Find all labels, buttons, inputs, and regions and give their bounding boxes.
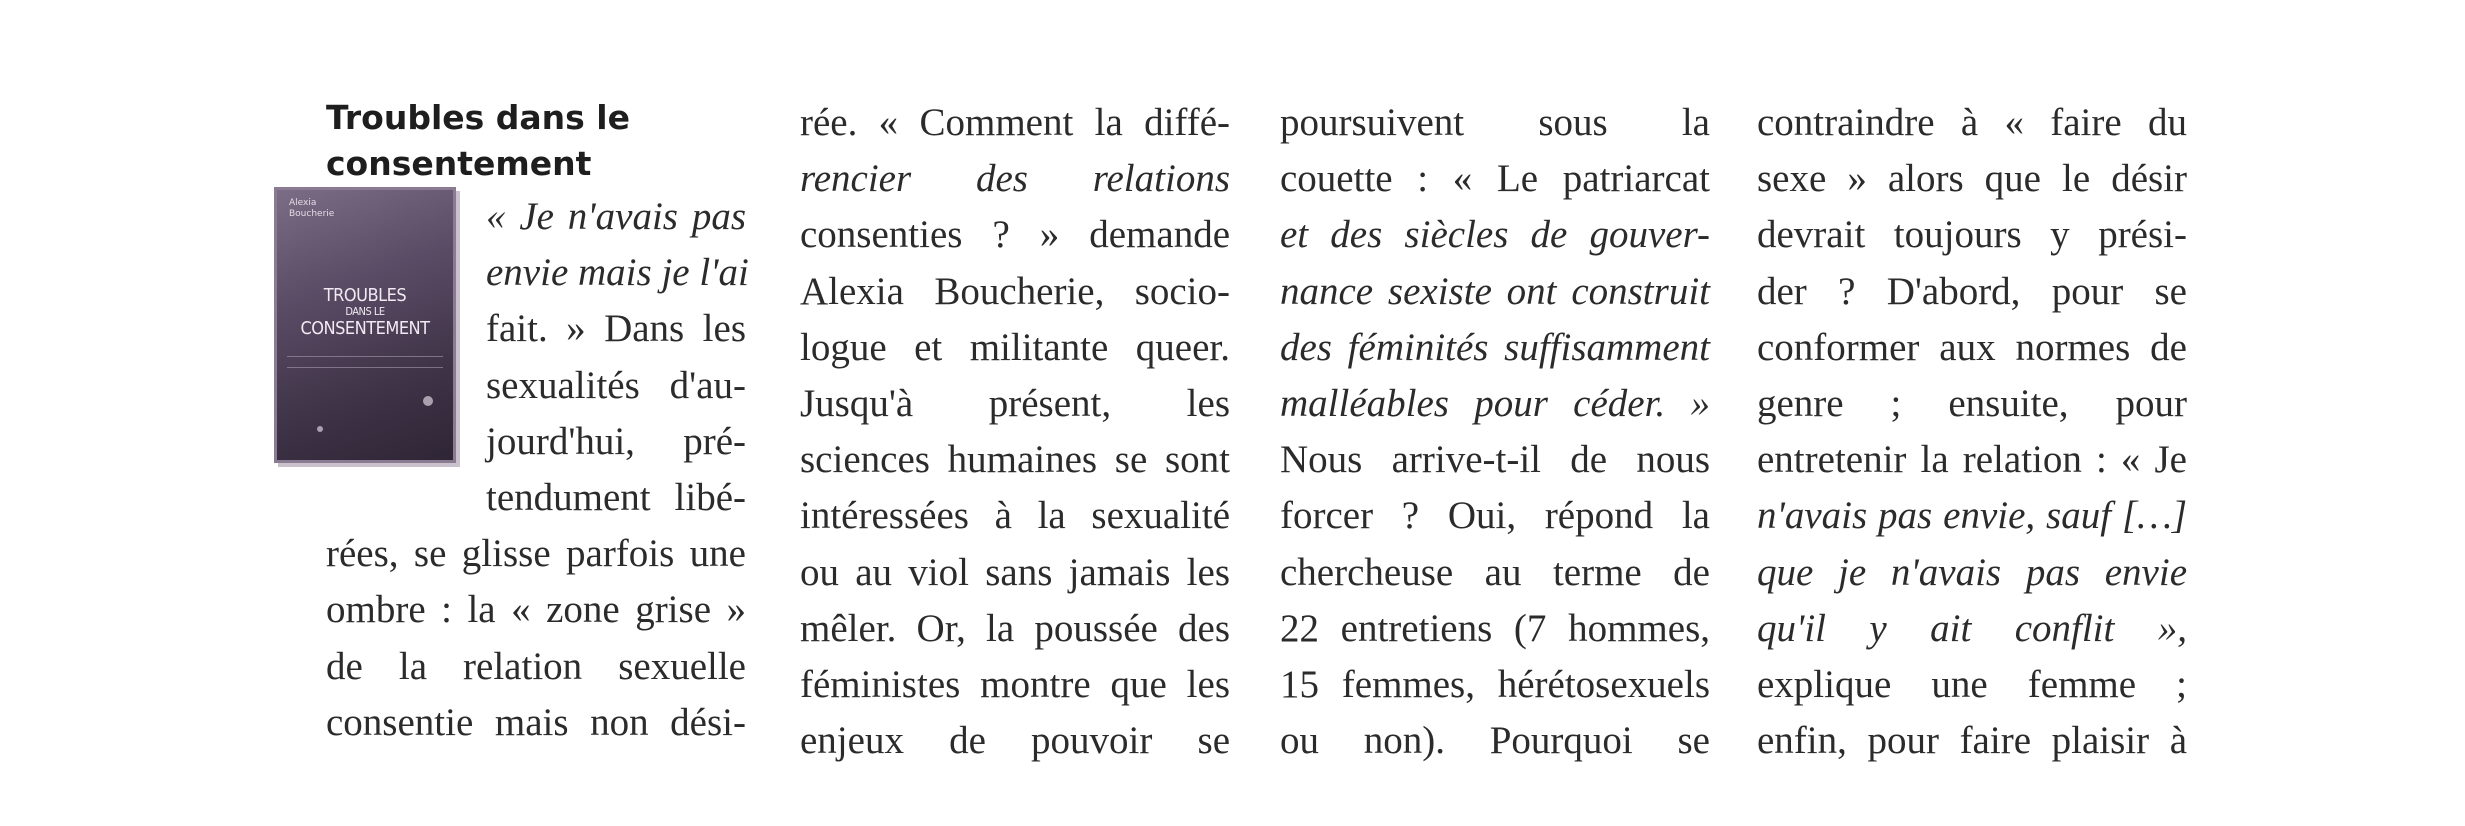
article-column-4 (1757, 95, 2187, 769)
text-line: devrait toujours y prési- (1757, 213, 2187, 257)
text-line: 15 femmes, hérétosexuels (1280, 663, 1710, 707)
text-line: chercheuse au terme de (1280, 550, 1710, 594)
text-line: der ? D'abord, pour se (1757, 269, 2187, 313)
book-decoration (423, 396, 433, 406)
text-line: rencier des relations (800, 157, 1230, 201)
heading-line: Troubles dans le (326, 98, 630, 137)
text-line: logue et militante queer. (800, 325, 1230, 369)
text-line: rées, se glisse parfois une (326, 532, 746, 576)
text-line: entretenir la relation : « Je (1757, 438, 2187, 482)
text-line: conformer aux normes de (1757, 325, 2187, 369)
text-line: explique une femme ; (1757, 663, 2187, 707)
text-line: enjeux de pouvoir se (800, 719, 1230, 763)
article-column-1 (289, 95, 749, 751)
book-decoration (317, 426, 323, 432)
book-subtitle-rule (287, 356, 443, 368)
text-line: Alexia Boucherie, socio- (800, 269, 1230, 313)
text-line: consentie mais non dési- (326, 700, 746, 744)
text-line: que je n'avais pas envie (1757, 550, 2187, 594)
text-line: de la relation sexuelle (326, 644, 746, 688)
text-line: ou non). Pourquoi se (1280, 719, 1710, 763)
text-line: Jusqu'à présent, les (800, 382, 1230, 426)
text-line: sexualités d'au- (486, 363, 746, 407)
text-line: forcer ? Oui, répond la (1280, 494, 1710, 538)
text-line: poursuivent sous la (1280, 101, 1710, 144)
text-line: fait. » Dans les (486, 307, 746, 351)
book-cover-image (274, 187, 456, 463)
text-line: nance sexiste ont construit (1280, 269, 1710, 313)
text-line: ombre : la « zone grise » (326, 588, 746, 632)
text-line: couette : « Le patriarcat (1280, 157, 1710, 201)
article-column-3 (1280, 95, 1710, 769)
text-line: des féminités suffisamment (1280, 325, 1710, 369)
book-title-line: DANS LE (345, 305, 385, 318)
text-line: sciences humaines se sont (800, 438, 1230, 482)
book-title-line: CONSENTEMENT (300, 318, 430, 339)
text-line: ou au viol sans jamais les (800, 550, 1230, 594)
text-line: envie mais je l'ai (486, 251, 749, 295)
text-line: enfin, pour faire plaisir à (1757, 719, 2187, 763)
text-line: intéressées à la sexualité (800, 494, 1230, 538)
book-title-line: TROUBLES (323, 285, 407, 306)
text-line: contraindre à « faire du (1757, 101, 2187, 144)
text-line: consenties ? » demande (800, 213, 1230, 257)
text-line: sexe » alors que le désir (1757, 157, 2187, 201)
text-line: mêler. Or, la poussée des (800, 606, 1230, 650)
wrapped-text (289, 189, 749, 751)
text-line: et des siècles de gouver- (1280, 213, 1710, 257)
book-author: Alexia Boucherie (289, 198, 335, 219)
text-line: qu'il y ait conflit », (1757, 606, 2187, 650)
text-line: jourd'hui, pré- (486, 419, 746, 463)
text-line: genre ; ensuite, pour (1757, 382, 2187, 426)
text-line: malléables pour céder. » (1280, 382, 1710, 426)
article-column-2 (800, 95, 1230, 769)
article-heading (326, 95, 746, 187)
book-title (277, 286, 453, 338)
text-line: « Je n'avais pas (486, 195, 746, 238)
text-line: rée. « Comment la diffé- (800, 101, 1230, 144)
text-line: tendument libé- (486, 476, 746, 520)
text-line: Nous arrive-t-il de nous (1280, 438, 1710, 482)
heading-line: consentement (326, 144, 592, 183)
text-line: n'avais pas envie, sauf […] (1757, 494, 2187, 538)
text-line: féministes montre que les (800, 663, 1230, 707)
text-line: 22 entretiens (7 hommes, (1280, 606, 1710, 650)
